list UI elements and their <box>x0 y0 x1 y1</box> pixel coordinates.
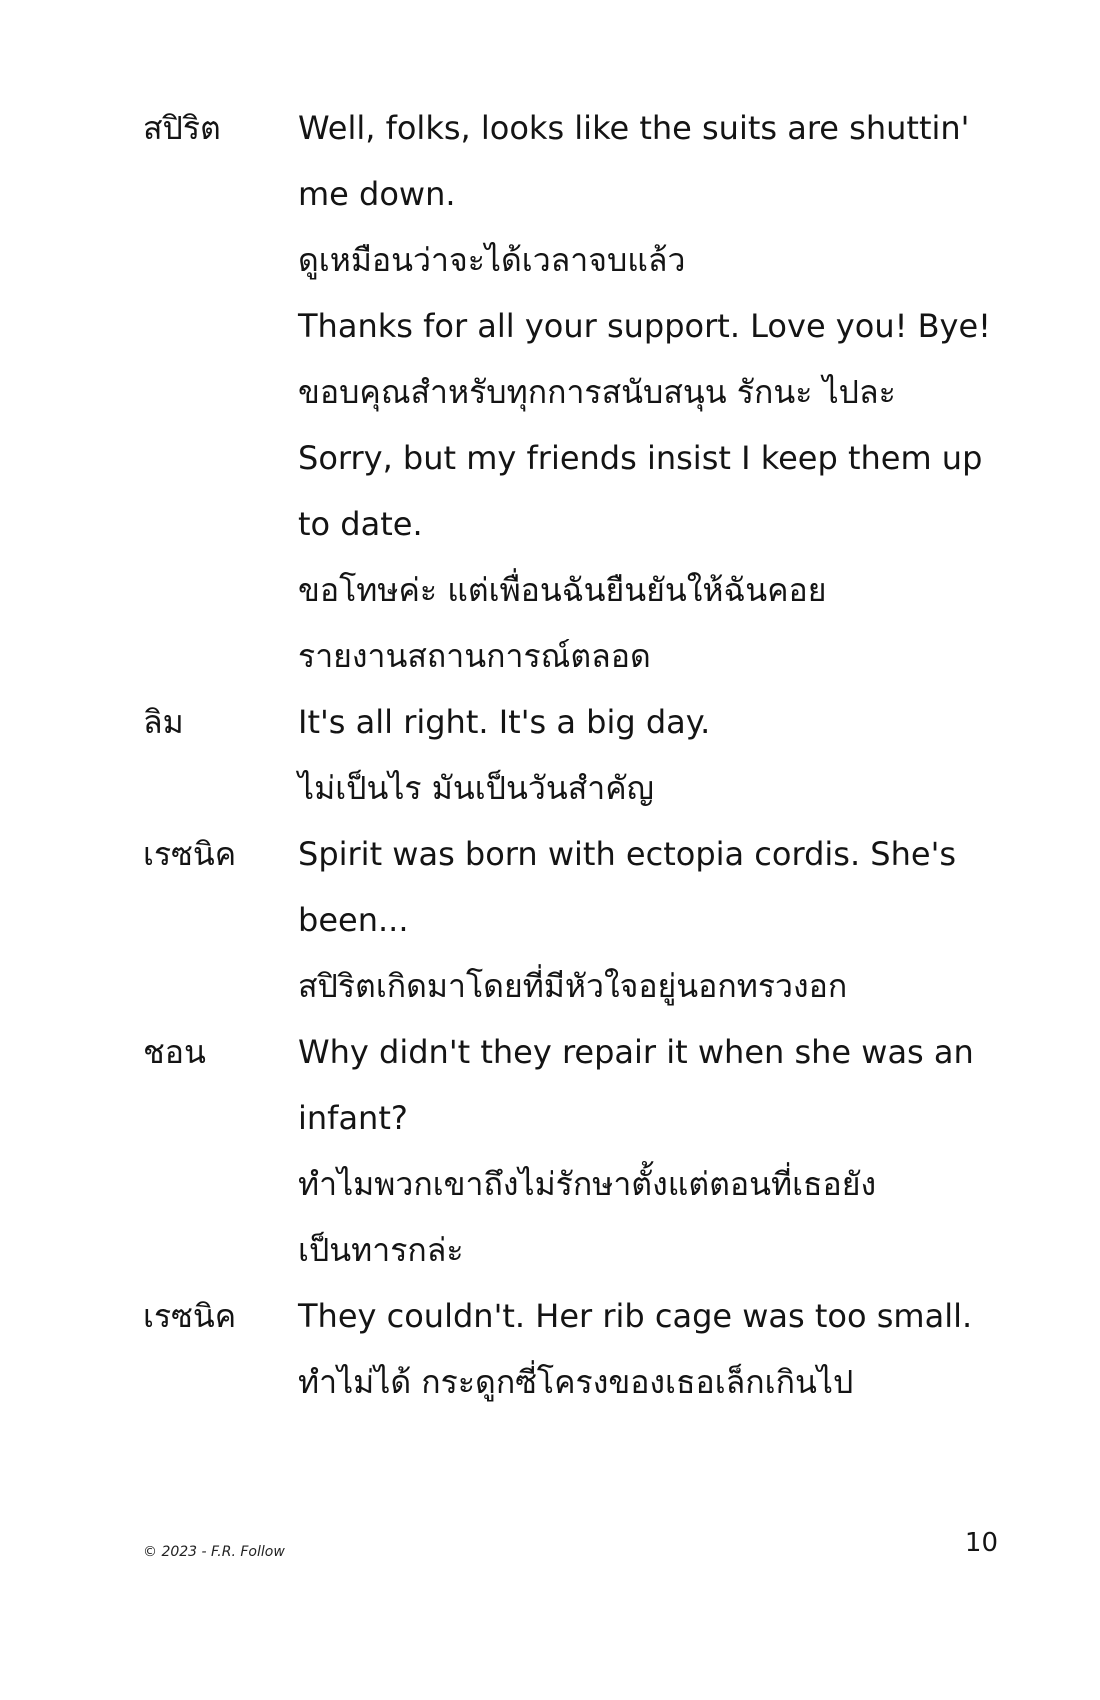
dialogue-line: รายงานสถานการณ์ตลอด <box>298 637 651 675</box>
dialogue-line: Thanks for all your support. Love you! Bye! <box>298 307 991 345</box>
dialogue-line: ทำไม่ได้ กระดูกซี่โครงของเธอเล็กเกินไป <box>298 1363 854 1401</box>
dialogue-line: me down. <box>298 175 456 213</box>
speaker-name: เรซนิค <box>143 835 237 873</box>
dialogue-line: ดูเหมือนว่าจะได้เวลาจบแล้ว <box>298 241 686 279</box>
dialogue-line: They couldn't. Her rib cage was too small. <box>298 1297 973 1335</box>
dialogue-line: สปิริตเกิดมาโดยที่มีหัวใจอยู่นอกทรวงอก <box>298 967 848 1005</box>
dialogue-line: Why didn't they repair it when she was an <box>298 1033 974 1071</box>
dialogue-line: เป็นทารกล่ะ <box>298 1231 464 1269</box>
page-number: 10 <box>964 1528 998 1558</box>
dialogue-lines <box>298 95 1023 689</box>
dialogue-line: to date. <box>298 505 423 543</box>
speaker-name: เรซนิค <box>143 1297 237 1335</box>
dialogue-entry <box>143 1019 1023 1283</box>
dialogue-line: ไม่เป็นไร มันเป็นวันสำคัญ <box>298 769 654 807</box>
dialogue-line: Sorry, but my friends insist I keep them up <box>298 439 983 477</box>
dialogue-line: ขอโทษค่ะ แต่เพื่อนฉันยืนยันให้ฉันคอย <box>298 571 827 609</box>
dialogue-line: been... <box>298 901 409 939</box>
dialogue-line: ทำไมพวกเขาถึงไม่รักษาตั้งแต่ตอนที่เธอยัง <box>298 1165 877 1203</box>
dialogue-entry <box>143 1283 1023 1415</box>
dialogue-entry <box>143 689 1023 821</box>
speaker-name: ชอน <box>143 1033 206 1071</box>
dialogue-line: infant? <box>298 1099 408 1137</box>
dialogue-entry <box>143 821 1023 1019</box>
dialogue-lines <box>298 689 1023 821</box>
copyright-notice: © 2023 - F.R. Follow <box>143 1544 285 1560</box>
speaker-name: สปิริต <box>143 109 221 147</box>
dialogue-lines <box>298 821 1023 1019</box>
dialogue-line: Spirit was born with ectopia cordis. She's <box>298 835 957 873</box>
dialogue-entry <box>143 95 1023 689</box>
dialogue-line: ขอบคุณสำหรับทุกการสนับสนุน รักนะ ไปละ <box>298 373 896 411</box>
dialogue-line: Well, folks, looks like the suits are shuttin' <box>298 109 970 147</box>
dialogue-lines <box>298 1283 1023 1415</box>
dialogue-lines <box>298 1019 1023 1283</box>
dialogue-line: It's all right. It's a big day. <box>298 703 711 741</box>
speaker-name: ลิม <box>143 703 184 741</box>
dialogue-block <box>143 95 1023 1415</box>
